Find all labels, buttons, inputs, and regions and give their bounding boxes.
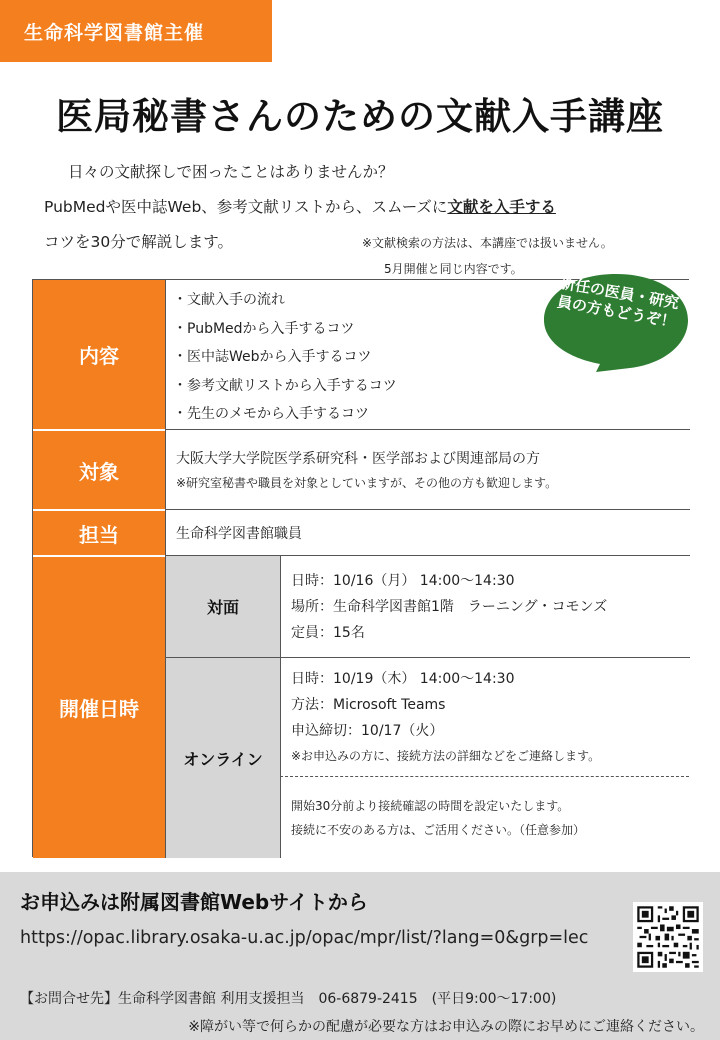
staff-cell (165, 509, 690, 555)
intro-line-2-text: PubMedや医中誌Web、参考文献リストから、スムーズに (44, 198, 448, 216)
organizer-label: 生命科学図書館主催 (24, 21, 205, 44)
online-note: ※お申込みの方に、接続方法の詳細などをご連絡します。 (291, 749, 601, 763)
in-person-capacity: 定員：15名 (291, 624, 365, 641)
contact-info: 【お問合せ先】生命科学図書館 利用支援担当 06-6879-2415 (平日9:00～17:00) (20, 991, 557, 1007)
in-person-header (165, 555, 280, 657)
online-extra-2: 接続に不安のある方は、ご活用ください。（任意参加） (291, 822, 586, 837)
list-item: ・医中誌Webから入手するコツ (173, 349, 372, 366)
schedule-header (33, 555, 165, 858)
list-item: ・文献入手の流れ (173, 292, 285, 308)
intro-line-2 (44, 195, 556, 217)
audience-header (33, 429, 165, 509)
list-item: ・先生のメモから入手するコツ (173, 406, 369, 423)
online-header (165, 657, 280, 858)
online-label: オンライン (183, 749, 263, 769)
qr-code-icon[interactable] (633, 902, 703, 972)
online-cell (280, 657, 690, 776)
intro-line-1: 日々の文献探しで困ったことはありませんか？ (68, 163, 394, 181)
intro-line-3: コツを30分で解説します。 (44, 233, 233, 251)
audience-note: ※研究室秘書や職員を対象としていますが、その他の方も歓迎します。 (176, 476, 558, 490)
accessibility-note: ※障がい等で何らかの配慮が必要な方はお申込みの際にお早めにご連絡ください。 (188, 1019, 704, 1035)
in-person-label: 対面 (206, 598, 239, 617)
organizer-badge (0, 0, 272, 62)
schedule-label: 開催日時 (59, 697, 139, 721)
repeat-note: 5月開催と同じ内容です。 (384, 262, 523, 276)
in-person-cell (280, 555, 690, 657)
speech-bubble-text: 新任の医員・研究員の方もどうぞ！ (555, 273, 681, 332)
in-person-place: 場所：生命科学図書館1階 ラーニング・コモンズ (291, 598, 608, 615)
audience-cell (165, 429, 690, 509)
online-date: 日時：10/19（木） 14:00～14:30 (291, 671, 515, 687)
staff-header (33, 509, 165, 555)
list-item: ・PubMedから入手するコツ (173, 320, 355, 337)
online-deadline: 申込締切：10/17（火） (291, 723, 444, 739)
staff-text: 生命科学図書館職員 (176, 525, 302, 542)
application-url[interactable]: https://opac.library.osaka-u.ac.jp/opac/mpr/list/?lang=0&grp=lec (20, 928, 589, 948)
online-extra-1: 開始30分前より接続確認の時間を設定いたします。 (291, 798, 570, 813)
footer (0, 872, 720, 1040)
audience-text: 大阪大学大学院医学系研究科・医学部および関連部局の方 (176, 451, 540, 467)
scope-note: ※文献検索の方法は、本講座では扱いません。 (362, 236, 613, 250)
content-list (173, 286, 397, 429)
audience-label: 対象 (79, 459, 119, 484)
intro-emphasis: 文献を入手する (447, 198, 556, 216)
online-extra-cell (280, 777, 690, 858)
staff-label: 担当 (79, 522, 119, 547)
in-person-date: 日時：10/16（月） 14:00～14:30 (291, 572, 515, 589)
content-label: 内容 (79, 344, 119, 368)
page-title: 医局秘書さんのための文献入手講座 (56, 95, 664, 138)
footer-title: お申込みは附属図書館Webサイトから (20, 890, 368, 914)
list-item: ・参考文献リストから入手するコツ (173, 377, 397, 394)
online-method: 方法：Microsoft Teams (291, 697, 446, 713)
content-header (33, 280, 165, 429)
